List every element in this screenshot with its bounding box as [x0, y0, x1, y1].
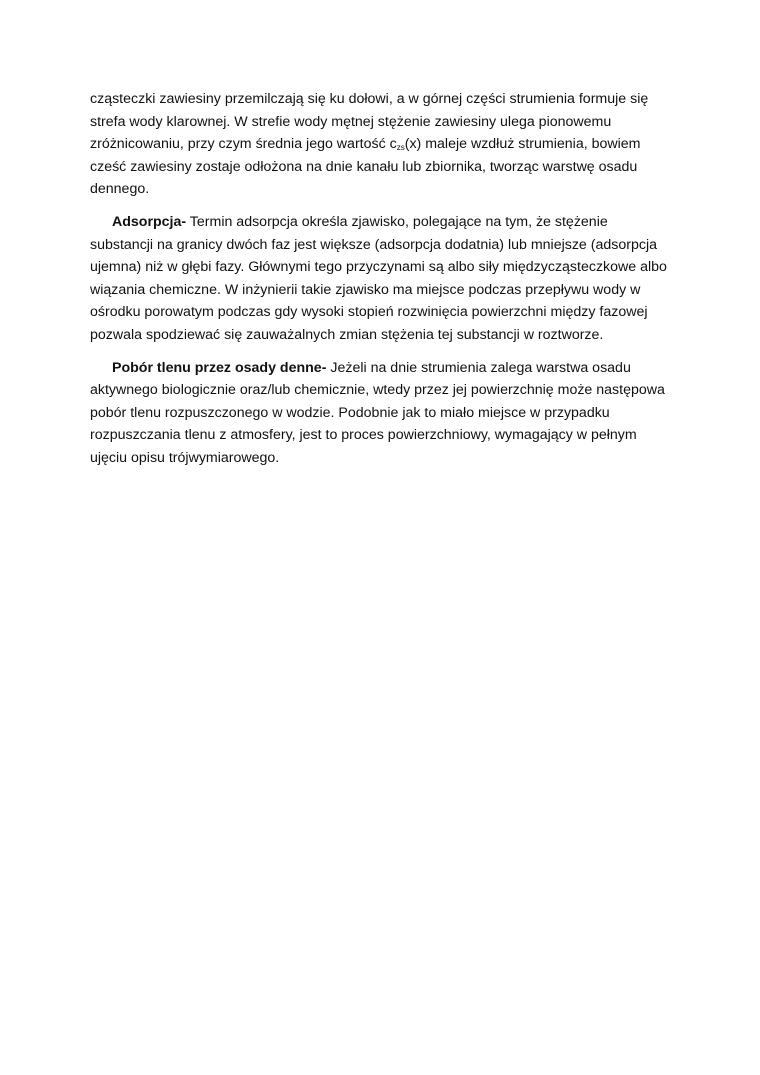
oxygen-uptake-text: Jeżeli na dnie strumienia zalega warstwa osadu aktywnego biologicznie oraz/lub chemicznie, wtedy przez jej powierzchnię może następowa pobór tlenu rozpuszczonego w wodzie. Podobnie jak to miało miejsce w przypadku rozpuszczania tlenu z atmosfery, jest to proces powierzchniowy, wymagający w pełnym ujęciu opisu trójwymiarowego.	[90, 359, 665, 466]
oxygen-uptake-heading: Pobór tlenu przez osady denne-	[112, 359, 327, 376]
paragraph-oxygen-uptake	[90, 357, 670, 470]
adsorption-text: Termin adsorpcja określa zjawisko, polegające na tym, że stężenie substancji na granicy dwóch faz jest większe (adsorpcja dodatnia) lub mniejsze (adsorpcja ujemna) niż w głębi fazy. Głównymi tego przyczynami są albo siły międzycząsteczkowe albo wiązania chemiczne. W inżynierii takie zjawisko ma miejsce podczas przepływu wody w ośrodku porowatym podczas gdy wysoki stopień rozwinięcia powierzchni między fazowej pozwala spodziewać się zauważalnych zmian stężenia tej substancji w roztworze.	[90, 214, 667, 343]
concentration-subscript: zs	[396, 143, 405, 152]
paragraph-adsorption	[90, 211, 670, 346]
document-body	[90, 88, 670, 480]
paragraph-suspension-text-2: (x) maleje wzdłuż strumienia, bowiem cześć zawiesiny zostaje odłożona na dnie kanału lub zbiornika, tworząc warstwę osadu dennego.	[90, 136, 641, 197]
adsorption-heading: Adsorpcja-	[112, 214, 187, 230]
paragraph-suspension	[90, 88, 670, 201]
paragraph-suspension-text-1: cząsteczki zawiesiny przemilczają się ku dołowi, a w górnej części strumienia formuje się strefa wody klarownej. W strefie wody mętnej stężenie zawiesiny ulega pionowemu zróżnicowaniu, przy czym średnia jego wartość c	[90, 91, 649, 152]
